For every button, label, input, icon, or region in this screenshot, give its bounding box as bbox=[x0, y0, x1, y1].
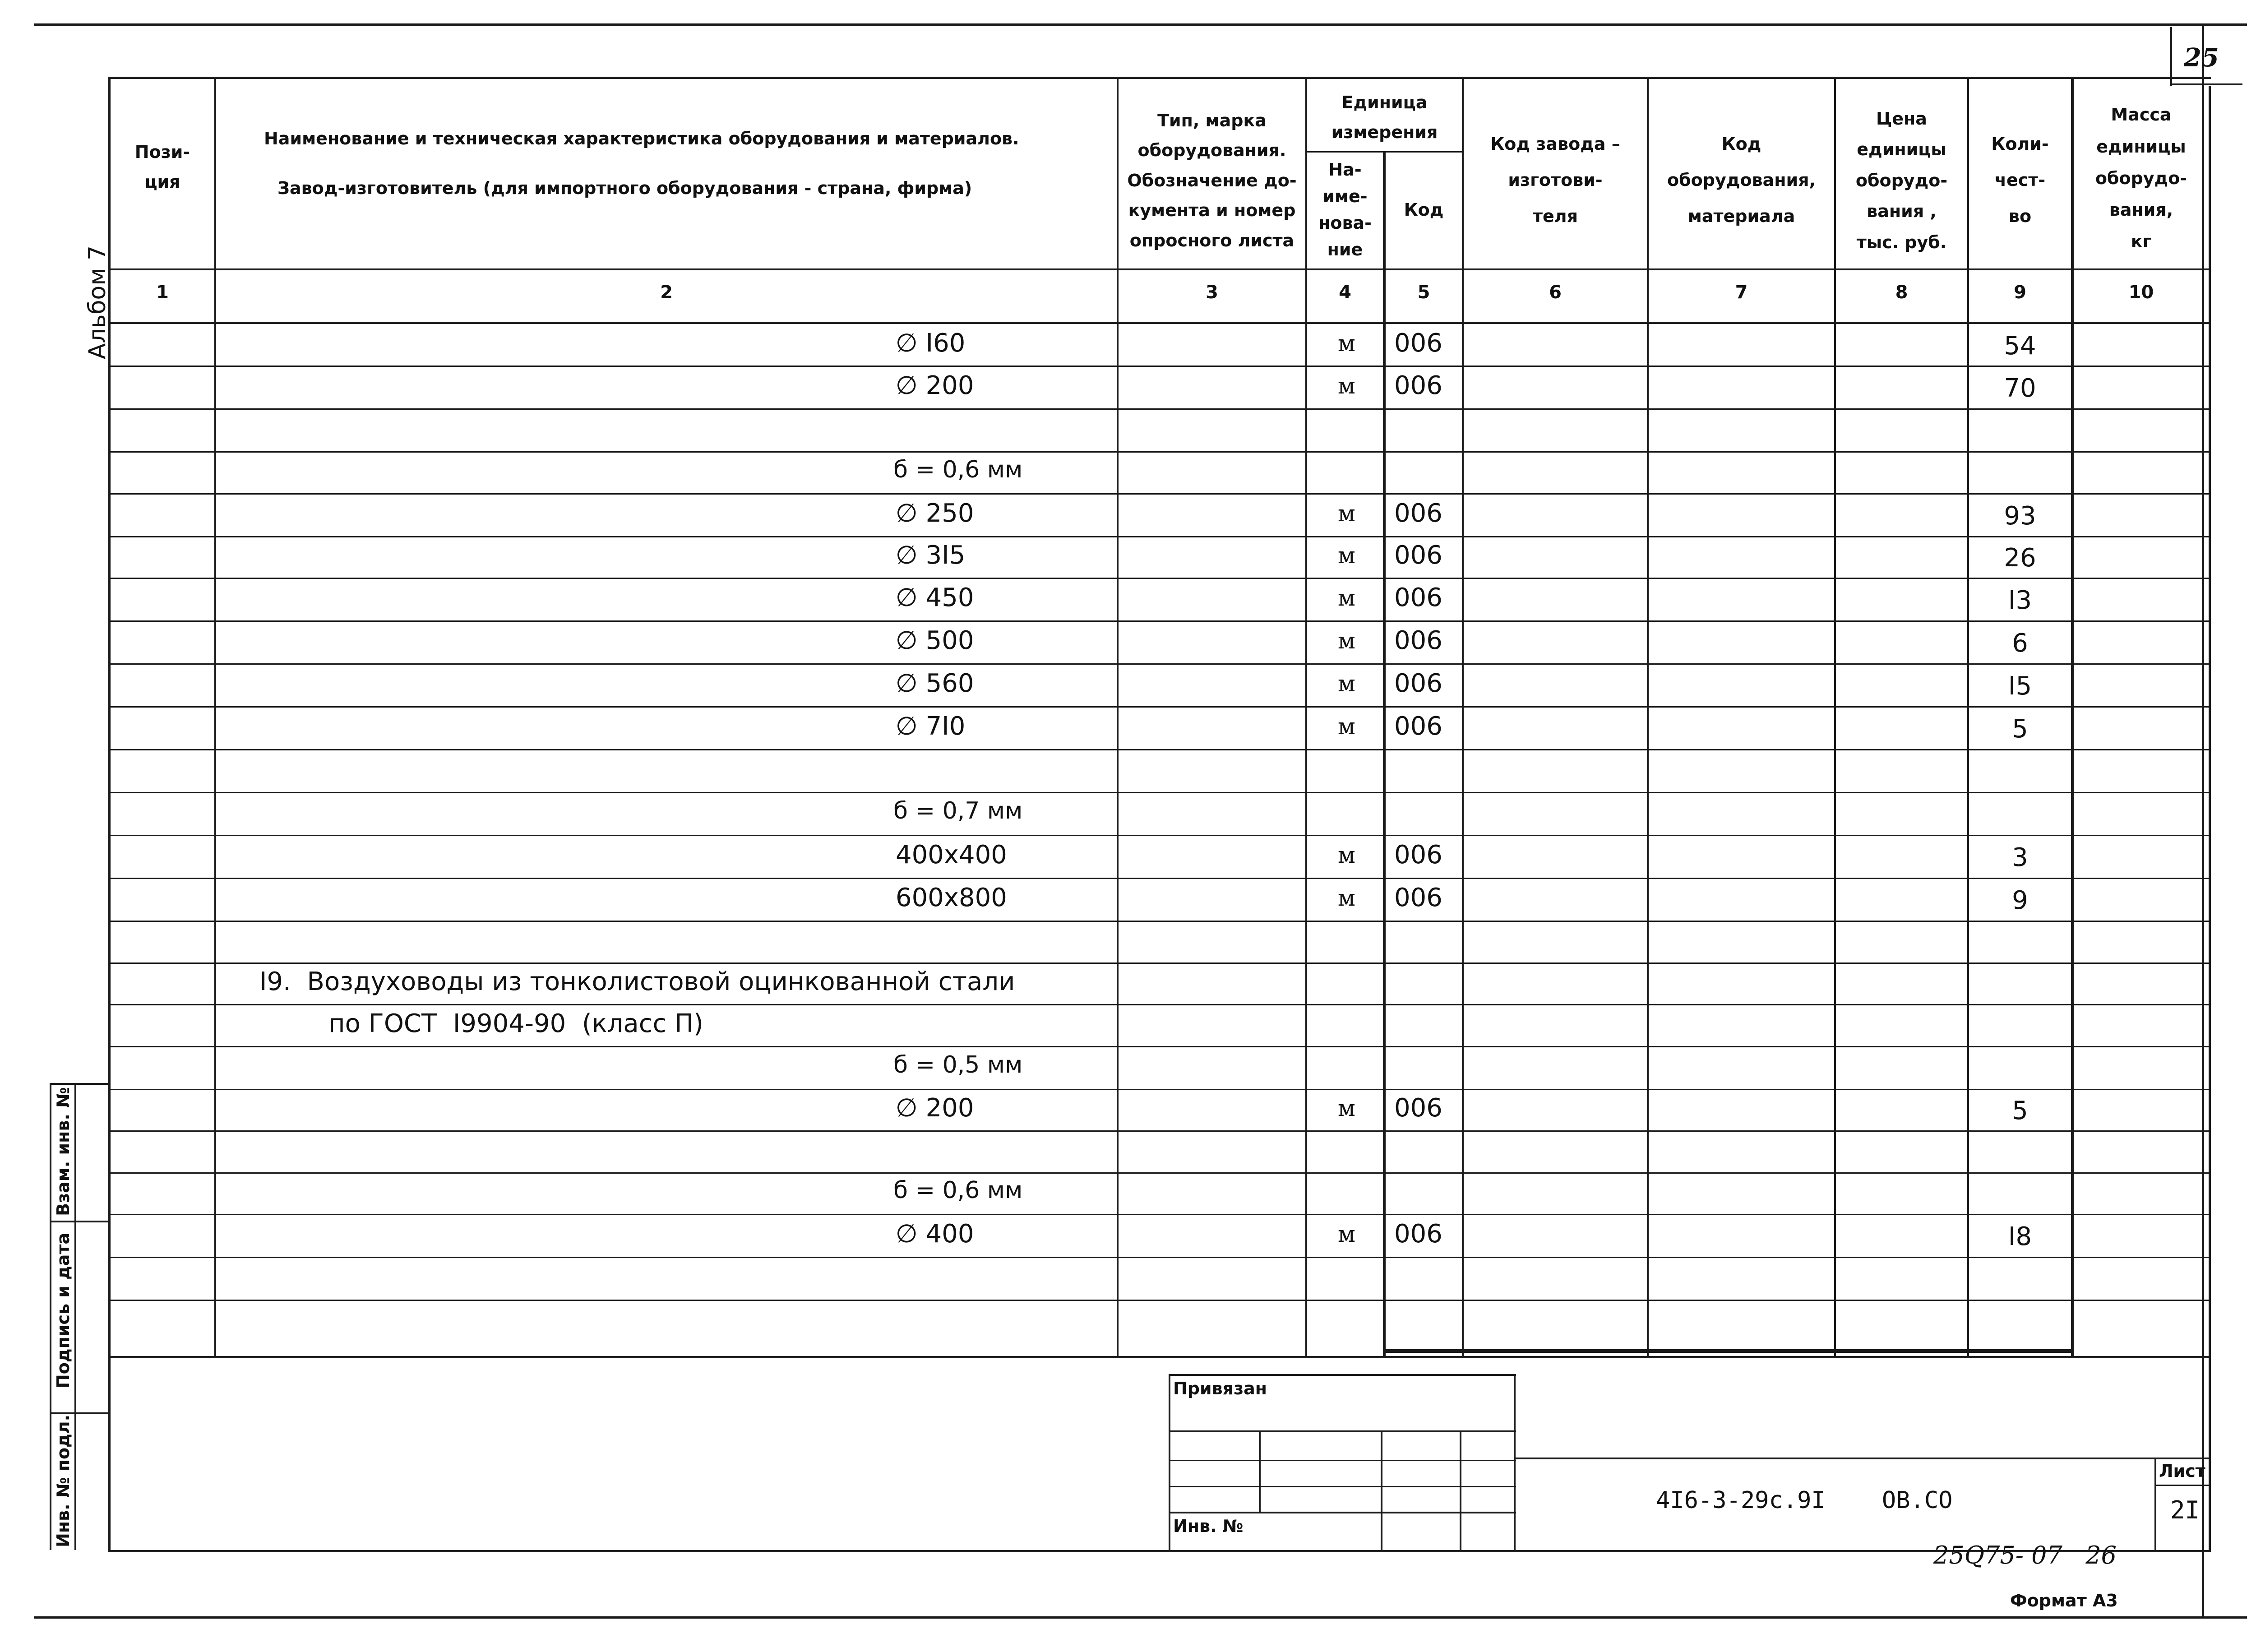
tb-col3 bbox=[1460, 1430, 1461, 1550]
row-name: 600x800 bbox=[896, 883, 1007, 912]
bottom-border-line bbox=[34, 1616, 2247, 1619]
tb-col2 bbox=[1381, 1430, 1382, 1550]
format-label: Формат А3 bbox=[2010, 1591, 2118, 1610]
row-unit: м bbox=[1338, 1221, 1355, 1247]
colnum-6: 6 bbox=[1549, 282, 1562, 303]
header-name-line2: Завод-изготовитель (для импортного оборудования - страна, фирма) bbox=[277, 178, 972, 198]
header-unit-code: Код bbox=[1404, 199, 1444, 220]
inv-no-label: Инв. № bbox=[1173, 1516, 1244, 1536]
row-quantity: 5 bbox=[2012, 714, 2028, 744]
row-line bbox=[108, 1046, 2211, 1047]
row-line bbox=[108, 1004, 2211, 1005]
row-quantity: 70 bbox=[2004, 373, 2036, 403]
row-line bbox=[108, 749, 2211, 750]
row-unit: м bbox=[1338, 670, 1355, 697]
tb-list-div bbox=[2154, 1485, 2211, 1486]
row-line bbox=[108, 835, 2211, 836]
album-label: Альбом 7 bbox=[84, 245, 111, 360]
col-line-7 bbox=[1834, 77, 1836, 1358]
row-line bbox=[108, 1300, 2211, 1301]
row-unit: м bbox=[1338, 500, 1355, 527]
colnum-10: 10 bbox=[2128, 282, 2154, 303]
colnum-1: 1 bbox=[156, 282, 169, 303]
row-unit: м bbox=[1338, 542, 1355, 569]
tb-row4 bbox=[1169, 1512, 1516, 1513]
row-line bbox=[108, 1172, 2211, 1174]
tb-list-left bbox=[2154, 1458, 2156, 1550]
tb-row1 bbox=[1169, 1430, 1516, 1432]
header-unit: Единица измерения bbox=[1331, 92, 1438, 142]
stamp-div-1 bbox=[50, 1221, 111, 1222]
row-line bbox=[108, 792, 2211, 793]
row-quantity: 54 bbox=[2004, 331, 2036, 361]
tb-top bbox=[1169, 1374, 1516, 1376]
privyazan-label: Привязан bbox=[1173, 1379, 1267, 1398]
row-name: ∅ 500 bbox=[896, 625, 974, 655]
tb-doc-top bbox=[1514, 1458, 2211, 1459]
row-unit: м bbox=[1338, 713, 1355, 740]
colnum-7: 7 bbox=[1735, 282, 1748, 303]
col-line-4 bbox=[1383, 151, 1386, 1356]
row-quantity: 26 bbox=[2004, 543, 2036, 573]
header-type: Тип, марка оборудования. Обозначение до- кумента и номер опросного листа bbox=[1127, 110, 1297, 250]
right-border-line bbox=[2202, 23, 2204, 1619]
col-line-5 bbox=[1462, 77, 1464, 1358]
row-code: 006 bbox=[1394, 541, 1442, 570]
row-quantity: 9 bbox=[2012, 885, 2028, 915]
header-unit-name: На- име- нова- ние bbox=[1318, 160, 1372, 259]
colnum-4: 4 bbox=[1339, 282, 1351, 303]
table-body-bottom bbox=[108, 1356, 2211, 1358]
tb-left bbox=[1169, 1374, 1170, 1550]
row-name: по ГОСТ I9904-90 (класс П) bbox=[328, 1009, 704, 1038]
header-plant-code: Код завода – изготови- теля bbox=[1490, 134, 1620, 226]
row-quantity: I3 bbox=[2008, 585, 2032, 615]
row-code: 006 bbox=[1394, 711, 1442, 741]
row-unit: м bbox=[1338, 372, 1355, 399]
row-unit: м bbox=[1338, 627, 1355, 654]
row-line bbox=[108, 921, 2211, 922]
row-name: I9. Воздуховоды из тонколистовой оцинкованной стали bbox=[259, 967, 1015, 996]
row-code: 006 bbox=[1394, 329, 1442, 358]
row-code: 006 bbox=[1394, 1219, 1442, 1249]
stamp-inner-line bbox=[74, 1083, 76, 1550]
block-bottom-line bbox=[1383, 1349, 2073, 1353]
row-line bbox=[108, 451, 2211, 453]
row-line bbox=[108, 1214, 2211, 1215]
row-name: б = 0,6 мм bbox=[893, 1177, 1023, 1204]
row-name: ∅ 7I0 bbox=[896, 711, 966, 741]
header-position: Пози- ция bbox=[134, 142, 190, 192]
tb-col1 bbox=[1259, 1430, 1261, 1512]
stamp-vzam: Взам. инв. № bbox=[53, 1087, 73, 1216]
row-quantity: 93 bbox=[2004, 501, 2036, 531]
row-quantity: I5 bbox=[2008, 671, 2032, 701]
row-code: 006 bbox=[1394, 840, 1442, 870]
row-code: 006 bbox=[1394, 498, 1442, 528]
colnum-9: 9 bbox=[2014, 282, 2026, 303]
row-line bbox=[108, 493, 2211, 495]
list-number: 2I bbox=[2170, 1496, 2200, 1524]
row-code: 006 bbox=[1394, 370, 1442, 400]
col-line-3 bbox=[1305, 77, 1307, 1358]
sheet-box-bottom bbox=[2170, 83, 2242, 85]
frame-bottom-line bbox=[108, 1550, 2211, 1552]
row-code: 006 bbox=[1394, 883, 1442, 912]
header-mass: Масса единицы оборудо- вания, кг bbox=[2095, 105, 2187, 252]
header-bottom-line bbox=[108, 268, 2211, 270]
document-code: 4I6-3-29с.9I ОВ.СО bbox=[1656, 1487, 1953, 1514]
row-line bbox=[108, 620, 2211, 622]
col-line-9 bbox=[2071, 77, 2074, 1358]
col-line-2 bbox=[1117, 77, 1119, 1358]
colnum-8: 8 bbox=[1895, 282, 1908, 303]
colnum-3: 3 bbox=[1206, 282, 1218, 303]
row-line bbox=[108, 1089, 2211, 1090]
row-code: 006 bbox=[1394, 1093, 1442, 1123]
row-name: ∅ 200 bbox=[896, 370, 974, 400]
header-quantity: Коли- чест- во bbox=[1991, 134, 2049, 226]
row-unit: м bbox=[1338, 842, 1355, 868]
row-name: б = 0,6 мм bbox=[893, 456, 1023, 483]
colnum-bottom-line bbox=[108, 322, 2211, 324]
row-code: 006 bbox=[1394, 583, 1442, 612]
handwritten-number: 25Q75- 07 26 bbox=[1933, 1541, 2117, 1569]
row-line bbox=[108, 878, 2211, 879]
row-name: б = 0,5 мм bbox=[893, 1051, 1023, 1078]
row-line bbox=[108, 663, 2211, 665]
row-quantity: I8 bbox=[2008, 1222, 2032, 1251]
row-line bbox=[108, 1130, 2211, 1132]
top-border-line bbox=[34, 23, 2247, 26]
row-line bbox=[108, 366, 2211, 367]
tb-row3 bbox=[1169, 1486, 1516, 1487]
tb-row2 bbox=[1169, 1460, 1516, 1461]
row-line bbox=[108, 578, 2211, 579]
stamp-podpis: Подпись и дата bbox=[53, 1232, 73, 1388]
row-unit: м bbox=[1338, 330, 1355, 356]
tb-right bbox=[1514, 1374, 1516, 1550]
row-code: 006 bbox=[1394, 625, 1442, 655]
stamp-inv: Инв. № подл. bbox=[53, 1414, 73, 1548]
row-line bbox=[108, 963, 2211, 964]
row-name: б = 0,7 мм bbox=[893, 797, 1023, 824]
sheet-number-top: 25 bbox=[2184, 43, 2219, 73]
row-name: ∅ I60 bbox=[896, 329, 966, 358]
row-name: 400x400 bbox=[896, 840, 1007, 870]
row-unit: м bbox=[1338, 884, 1355, 911]
row-unit: м bbox=[1338, 1095, 1355, 1121]
col-line-6 bbox=[1647, 77, 1649, 1358]
row-quantity: 5 bbox=[2012, 1096, 2028, 1125]
row-line bbox=[108, 536, 2211, 537]
row-code: 006 bbox=[1394, 668, 1442, 698]
table-top-line bbox=[108, 77, 2211, 79]
row-quantity: 3 bbox=[2012, 842, 2028, 872]
table-right-line bbox=[2209, 86, 2211, 1552]
row-name: ∅ 400 bbox=[896, 1219, 974, 1249]
stamp-outer-left bbox=[50, 1083, 51, 1550]
header-equipment-code: Код оборудования, материала bbox=[1667, 134, 1816, 226]
header-name-line1: Наименование и техническая характеристика оборудования и материалов. bbox=[264, 129, 1019, 148]
colnum-5: 5 bbox=[1417, 282, 1430, 303]
row-name: ∅ 3I5 bbox=[896, 541, 966, 570]
row-unit: м bbox=[1338, 584, 1355, 611]
row-name: ∅ 560 bbox=[896, 668, 974, 698]
colnum-2: 2 bbox=[660, 282, 673, 303]
row-name: ∅ 200 bbox=[896, 1093, 974, 1123]
header-price: Цена единицы оборудо- вания , тыс. руб. bbox=[1855, 109, 1948, 252]
row-quantity: 6 bbox=[2012, 628, 2028, 658]
row-name: ∅ 250 bbox=[896, 498, 974, 528]
list-label: Лист bbox=[2159, 1461, 2205, 1481]
row-line bbox=[108, 1257, 2211, 1258]
row-name: ∅ 450 bbox=[896, 583, 974, 612]
row-line bbox=[108, 408, 2211, 410]
row-line bbox=[108, 706, 2211, 708]
col-line-1 bbox=[214, 77, 216, 1358]
